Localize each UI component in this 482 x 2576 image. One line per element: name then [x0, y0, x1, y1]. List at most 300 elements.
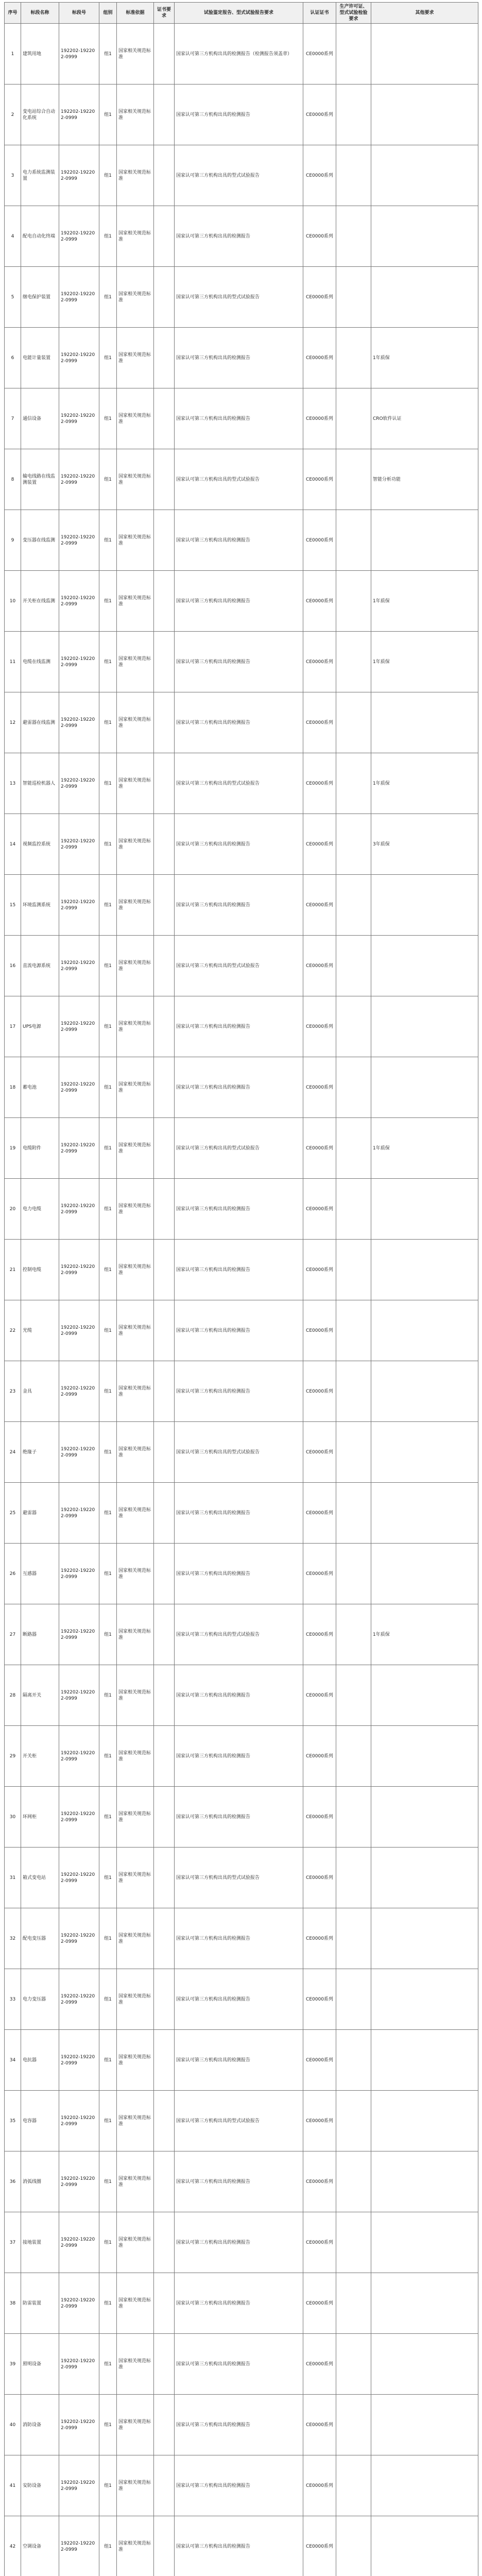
cell-factory: [336, 753, 371, 814]
table-row: [5, 267, 478, 328]
cell-category: 电力系统监测装置: [21, 145, 59, 206]
cell-cert: [154, 2516, 175, 2576]
cell-mode: 组1: [99, 571, 117, 632]
cell-report: 国家认可第三方机构出具的检测报告: [175, 1483, 303, 1544]
table-row: [5, 1422, 478, 1483]
cell-cert: [154, 1118, 175, 1179]
header-standard: 标准依据: [117, 3, 154, 24]
cell-cert: [154, 936, 175, 996]
table-row: [5, 1665, 478, 1726]
cell-category: 通信设备: [21, 388, 59, 449]
cell-factory: [336, 2151, 371, 2212]
cell-cert-type: CE0000系列: [303, 2334, 336, 2395]
cell-standard: 国家相关规范标准: [117, 267, 154, 328]
cell-standard: 国家相关规范标准: [117, 510, 154, 571]
cell-mode: 组1: [99, 1604, 117, 1665]
cell-standard: 国家相关规范标准: [117, 1483, 154, 1544]
cell-report: 国家认可第三方机构出具的型式试验报告: [175, 1604, 303, 1665]
cell-standard: 国家相关规范标准: [117, 1604, 154, 1665]
cell-other: [371, 510, 478, 571]
cell-seq: 24: [5, 1422, 21, 1483]
table-row: [5, 814, 478, 875]
cell-category: 电容器: [21, 2091, 59, 2151]
cell-cert: [154, 632, 175, 692]
cell-seq: 19: [5, 1118, 21, 1179]
cell-category: 断路器: [21, 1604, 59, 1665]
cell-cert-type: CE0000系列: [303, 753, 336, 814]
cell-category: 隔离开关: [21, 1665, 59, 1726]
cell-other: [371, 1300, 478, 1361]
cell-category: 互感器: [21, 1544, 59, 1604]
cell-other: [371, 2273, 478, 2334]
cell-cert: [154, 1422, 175, 1483]
table-row: [5, 388, 478, 449]
cell-seq: 23: [5, 1361, 21, 1422]
cell-category: UPS电源: [21, 996, 59, 1057]
cell-other: [371, 2334, 478, 2395]
cell-factory: [336, 267, 371, 328]
cell-category: 接地装置: [21, 2212, 59, 2273]
cell-standard: 国家相关规范标准: [117, 1057, 154, 1118]
cell-mode: 组1: [99, 388, 117, 449]
cell-seq: 31: [5, 1848, 21, 1908]
cell-category: 避雷器: [21, 1483, 59, 1544]
cell-category: 电缆附件: [21, 1118, 59, 1179]
cell-cert: [154, 1726, 175, 1787]
cell-seq: 20: [5, 1179, 21, 1240]
cell-factory: [336, 875, 371, 936]
cell-cert-type: CE0000系列: [303, 2395, 336, 2455]
cell-factory: [336, 1544, 371, 1604]
cell-factory: [336, 388, 371, 449]
cell-standard: 国家相关规范标准: [117, 2091, 154, 2151]
table-row: [5, 753, 478, 814]
cell-factory: [336, 2395, 371, 2455]
cell-other: [371, 1361, 478, 1422]
cell-category: 电缆在线监测: [21, 632, 59, 692]
cell-standard: 国家相关规范标准: [117, 2151, 154, 2212]
cell-mode: 组1: [99, 1483, 117, 1544]
cell-mode: 组1: [99, 2091, 117, 2151]
cell-other: [371, 1422, 478, 1483]
cell-cert-type: CE0000系列: [303, 1726, 336, 1787]
cell-other: [371, 2091, 478, 2151]
cell-cert-type: CE0000系列: [303, 1969, 336, 2030]
cell-category: 电抗器: [21, 2030, 59, 2091]
cell-seq: 22: [5, 1300, 21, 1361]
cell-cert: [154, 2151, 175, 2212]
cell-category: 箱式变电站: [21, 1848, 59, 1908]
cell-cert-type: CE0000系列: [303, 814, 336, 875]
table-row: [5, 2212, 478, 2273]
table-row: [5, 996, 478, 1057]
cell-other: 1年质保: [371, 1604, 478, 1665]
cell-other: [371, 267, 478, 328]
cell-mode: 组1: [99, 1300, 117, 1361]
cell-standard: 国家相关规范标准: [117, 2273, 154, 2334]
cell-report: 国家认可第三方机构出具的检测报告: [175, 1361, 303, 1422]
cell-other: 智能分析功能: [371, 449, 478, 510]
cell-category: 环网柜: [21, 1787, 59, 1848]
cell-cert-type: CE0000系列: [303, 1604, 336, 1665]
table-row: [5, 2273, 478, 2334]
cell-standard: 国家相关规范标准: [117, 1665, 154, 1726]
cell-mode: 组1: [99, 814, 117, 875]
cell-other: [371, 84, 478, 145]
cell-factory: [336, 1604, 371, 1665]
cell-report: 国家认可第三方机构出具的型式试验报告: [175, 1118, 303, 1179]
cell-report: 国家认可第三方机构出具的型式试验报告: [175, 145, 303, 206]
cell-other: [371, 1665, 478, 1726]
table-row: [5, 1726, 478, 1787]
cell-lot: 192202-192202-0999: [59, 1361, 99, 1422]
cell-standard: 国家相关规范标准: [117, 2334, 154, 2395]
cell-cert: [154, 2395, 175, 2455]
cell-factory: [336, 1787, 371, 1848]
cell-other: [371, 1908, 478, 1969]
cell-lot: 192202-192202-0999: [59, 1179, 99, 1240]
cell-mode: 组1: [99, 328, 117, 388]
table-row: [5, 1361, 478, 1422]
cell-lot: 192202-192202-0999: [59, 2091, 99, 2151]
cell-lot: 192202-192202-0999: [59, 1604, 99, 1665]
table-header-row: [5, 3, 478, 24]
cell-category: 光缆: [21, 1300, 59, 1361]
cell-report: 国家认可第三方机构出具的检测报告: [175, 571, 303, 632]
cell-cert: [154, 1604, 175, 1665]
cell-mode: 组1: [99, 2334, 117, 2395]
table-row: [5, 571, 478, 632]
cell-cert-type: CE0000系列: [303, 571, 336, 632]
cell-mode: 组1: [99, 2273, 117, 2334]
cell-cert: [154, 2455, 175, 2516]
cell-other: [371, 692, 478, 753]
cell-report: 国家认可第三方机构出具的检测报告（检测报告须盖章）: [175, 24, 303, 84]
cell-seq: 29: [5, 1726, 21, 1787]
table-row: [5, 1300, 478, 1361]
cell-standard: 国家相关规范标准: [117, 1179, 154, 1240]
cell-report: 国家认可第三方机构出具的型式试验报告: [175, 2091, 303, 2151]
cell-category: 变压器在线监测: [21, 510, 59, 571]
cell-cert: [154, 2273, 175, 2334]
cell-cert-type: CE0000系列: [303, 692, 336, 753]
cell-seq: 2: [5, 84, 21, 145]
cell-category: 消防设备: [21, 2395, 59, 2455]
cell-standard: 国家相关规范标准: [117, 814, 154, 875]
cell-category: 蓄电池: [21, 1057, 59, 1118]
header-mode: 组别: [99, 3, 117, 24]
cell-factory: [336, 2273, 371, 2334]
cell-report: 国家认可第三方机构出具的检测报告: [175, 1179, 303, 1240]
cell-cert-type: CE0000系列: [303, 2151, 336, 2212]
cell-other: [371, 1544, 478, 1604]
cell-lot: 192202-192202-0999: [59, 328, 99, 388]
cell-factory: [336, 449, 371, 510]
cell-seq: 13: [5, 753, 21, 814]
cell-other: [371, 1240, 478, 1300]
cell-mode: 组1: [99, 267, 117, 328]
table-row: [5, 1118, 478, 1179]
header-lot: 标段号: [59, 3, 99, 24]
cell-seq: 32: [5, 1908, 21, 1969]
cell-other: 1年质保: [371, 632, 478, 692]
cell-factory: [336, 24, 371, 84]
cell-category: 直流电源系统: [21, 936, 59, 996]
cell-factory: [336, 1057, 371, 1118]
cell-category: 开关柜在线监测: [21, 571, 59, 632]
cell-cert-type: CE0000系列: [303, 449, 336, 510]
cell-report: 国家认可第三方机构出具的型式试验报告: [175, 753, 303, 814]
cell-cert: [154, 2030, 175, 2091]
cell-category: 绝缘子: [21, 1422, 59, 1483]
cell-category: 消弧线圈: [21, 2151, 59, 2212]
table-row: [5, 1179, 478, 1240]
cell-lot: 192202-192202-0999: [59, 84, 99, 145]
cell-factory: [336, 1240, 371, 1300]
table-row: [5, 206, 478, 267]
cell-standard: 国家相关规范标准: [117, 145, 154, 206]
cell-other: [371, 875, 478, 936]
cell-mode: 组1: [99, 1179, 117, 1240]
cell-other: 1年质保: [371, 1118, 478, 1179]
table-row: [5, 1240, 478, 1300]
cell-cert: [154, 206, 175, 267]
cell-standard: 国家相关规范标准: [117, 1787, 154, 1848]
cell-factory: [336, 1179, 371, 1240]
cell-factory: [336, 632, 371, 692]
cell-lot: 192202-192202-0999: [59, 388, 99, 449]
cell-report: 国家认可第三方机构出具的检测报告: [175, 2212, 303, 2273]
cell-other: [371, 1483, 478, 1544]
cell-report: 国家认可第三方机构出具的型式试验报告: [175, 936, 303, 996]
cell-seq: 1: [5, 24, 21, 84]
cell-seq: 15: [5, 875, 21, 936]
cell-report: 国家认可第三方机构出具的检测报告: [175, 328, 303, 388]
cell-lot: 192202-192202-0999: [59, 936, 99, 996]
cell-report: 国家认可第三方机构出具的检测报告: [175, 2395, 303, 2455]
cell-lot: 192202-192202-0999: [59, 692, 99, 753]
cell-cert: [154, 1179, 175, 1240]
cell-standard: 国家相关规范标准: [117, 571, 154, 632]
table-row: [5, 1057, 478, 1118]
cell-lot: 192202-192202-0999: [59, 2030, 99, 2091]
cell-category: 防雷装置: [21, 2273, 59, 2334]
cell-seq: 3: [5, 145, 21, 206]
table-row: [5, 2030, 478, 2091]
cell-seq: 27: [5, 1604, 21, 1665]
cell-seq: 8: [5, 449, 21, 510]
table-row: [5, 1787, 478, 1848]
cell-cert: [154, 1057, 175, 1118]
cell-other: [371, 2455, 478, 2516]
cell-cert-type: CE0000系列: [303, 1848, 336, 1908]
cell-report: 国家认可第三方机构出具的检测报告: [175, 1908, 303, 1969]
cell-cert: [154, 1240, 175, 1300]
cell-cert: [154, 1787, 175, 1848]
cell-cert-type: CE0000系列: [303, 1300, 336, 1361]
cell-report: 国家认可第三方机构出具的检测报告: [175, 1969, 303, 2030]
cell-report: 国家认可第三方机构出具的检测报告: [175, 84, 303, 145]
cell-lot: 192202-192202-0999: [59, 1787, 99, 1848]
cell-cert: [154, 1665, 175, 1726]
cell-mode: 组1: [99, 753, 117, 814]
header-cert-req: 证书要求: [154, 3, 175, 24]
cell-cert: [154, 267, 175, 328]
cell-lot: 192202-192202-0999: [59, 206, 99, 267]
cell-cert-type: CE0000系列: [303, 2030, 336, 2091]
table-row: [5, 2091, 478, 2151]
cell-factory: [336, 936, 371, 996]
header-factory-req: 生产许可证、型式试验检验要求: [336, 3, 371, 24]
cell-factory: [336, 328, 371, 388]
cell-category: 电力变压器: [21, 1969, 59, 2030]
cell-factory: [336, 814, 371, 875]
cell-factory: [336, 1726, 371, 1787]
cell-lot: 192202-192202-0999: [59, 1908, 99, 1969]
cell-seq: 33: [5, 1969, 21, 2030]
cell-standard: 国家相关规范标准: [117, 449, 154, 510]
cell-category: 环境监测系统: [21, 875, 59, 936]
cell-cert-type: CE0000系列: [303, 1908, 336, 1969]
cell-other: [371, 24, 478, 84]
cell-seq: 28: [5, 1665, 21, 1726]
cell-factory: [336, 2091, 371, 2151]
cell-category: 继电保护装置: [21, 267, 59, 328]
cell-report: 国家认可第三方机构出具的型式试验报告: [175, 1848, 303, 1908]
cell-seq: 9: [5, 510, 21, 571]
cell-lot: 192202-192202-0999: [59, 1665, 99, 1726]
header-other-req: 其他要求: [371, 3, 478, 24]
table-row: [5, 328, 478, 388]
cell-lot: 192202-192202-0999: [59, 1057, 99, 1118]
cell-factory: [336, 1848, 371, 1908]
cell-factory: [336, 692, 371, 753]
cell-seq: 38: [5, 2273, 21, 2334]
cell-lot: 192202-192202-0999: [59, 2516, 99, 2576]
cell-category: 控制电缆: [21, 1240, 59, 1300]
cell-cert-type: CE0000系列: [303, 2516, 336, 2576]
cell-factory: [336, 2030, 371, 2091]
cell-mode: 组1: [99, 206, 117, 267]
table-row: [5, 936, 478, 996]
cell-standard: 国家相关规范标准: [117, 1118, 154, 1179]
cell-mode: 组1: [99, 1726, 117, 1787]
cell-cert-type: CE0000系列: [303, 1240, 336, 1300]
cell-category: 空调设备: [21, 2516, 59, 2576]
cell-cert-type: CE0000系列: [303, 1483, 336, 1544]
cell-other: [371, 1848, 478, 1908]
cell-cert: [154, 692, 175, 753]
cell-standard: 国家相关规范标准: [117, 2030, 154, 2091]
requirements-sheet: [4, 2, 478, 2576]
cell-cert: [154, 875, 175, 936]
cell-seq: 4: [5, 206, 21, 267]
cell-lot: 192202-192202-0999: [59, 510, 99, 571]
cell-lot: 192202-192202-0999: [59, 2273, 99, 2334]
cell-seq: 7: [5, 388, 21, 449]
table-row: [5, 84, 478, 145]
cell-category: 配电变压器: [21, 1908, 59, 1969]
cell-report: 国家认可第三方机构出具的检测报告: [175, 388, 303, 449]
cell-factory: [336, 2455, 371, 2516]
cell-report: 国家认可第三方机构出具的检测报告: [175, 814, 303, 875]
cell-report: 国家认可第三方机构出具的检测报告: [175, 206, 303, 267]
cell-seq: 39: [5, 2334, 21, 2395]
cell-standard: 国家相关规范标准: [117, 2212, 154, 2273]
table-row: [5, 2151, 478, 2212]
cell-cert: [154, 571, 175, 632]
cell-cert-type: CE0000系列: [303, 1422, 336, 1483]
cell-mode: 组1: [99, 2395, 117, 2455]
cell-cert: [154, 449, 175, 510]
cell-category: 照明设备: [21, 2334, 59, 2395]
cell-seq: 41: [5, 2455, 21, 2516]
cell-report: 国家认可第三方机构出具的检测报告: [175, 1544, 303, 1604]
cell-seq: 37: [5, 2212, 21, 2273]
cell-standard: 国家相关规范标准: [117, 1969, 154, 2030]
cell-mode: 组1: [99, 84, 117, 145]
cell-report: 国家认可第三方机构出具的检测报告: [175, 1726, 303, 1787]
requirements-table: [4, 2, 478, 2576]
table-row: [5, 2455, 478, 2516]
cell-cert: [154, 1361, 175, 1422]
cell-standard: 国家相关规范标准: [117, 2395, 154, 2455]
cell-cert-type: CE0000系列: [303, 2091, 336, 2151]
cell-other: [371, 1787, 478, 1848]
cell-cert: [154, 84, 175, 145]
cell-factory: [336, 1118, 371, 1179]
cell-factory: [336, 510, 371, 571]
cell-standard: 国家相关规范标准: [117, 632, 154, 692]
cell-standard: 国家相关规范标准: [117, 328, 154, 388]
cell-other: [371, 2395, 478, 2455]
cell-cert: [154, 510, 175, 571]
table-body: [5, 24, 478, 2576]
table-row: [5, 449, 478, 510]
cell-mode: 组1: [99, 1240, 117, 1300]
cell-category: 安防设备: [21, 2455, 59, 2516]
cell-other: [371, 2151, 478, 2212]
cell-other: 1年质保: [371, 571, 478, 632]
header-category: 标段名称: [21, 3, 59, 24]
header-seq: 序号: [5, 3, 21, 24]
cell-mode: 组1: [99, 510, 117, 571]
cell-standard: 国家相关规范标准: [117, 1300, 154, 1361]
cell-cert-type: CE0000系列: [303, 936, 336, 996]
cell-factory: [336, 571, 371, 632]
cell-other: [371, 1057, 478, 1118]
cell-other: 1年质保: [371, 753, 478, 814]
cell-factory: [336, 2334, 371, 2395]
cell-standard: 国家相关规范标准: [117, 1726, 154, 1787]
cell-other: [371, 996, 478, 1057]
cell-other: [371, 2516, 478, 2576]
cell-category: 变电站综合自动化系统: [21, 84, 59, 145]
cell-cert-type: CE0000系列: [303, 24, 336, 84]
cell-lot: 192202-192202-0999: [59, 24, 99, 84]
cell-mode: 组1: [99, 1422, 117, 1483]
cell-factory: [336, 1300, 371, 1361]
cell-other: [371, 936, 478, 996]
table-row: [5, 1908, 478, 1969]
cell-mode: 组1: [99, 1544, 117, 1604]
cell-other: [371, 145, 478, 206]
cell-standard: 国家相关规范标准: [117, 206, 154, 267]
header-cert-type: 认证证书: [303, 3, 336, 24]
cell-seq: 18: [5, 1057, 21, 1118]
cell-category: 电力电缆: [21, 1179, 59, 1240]
cell-other: 1年质保: [371, 328, 478, 388]
